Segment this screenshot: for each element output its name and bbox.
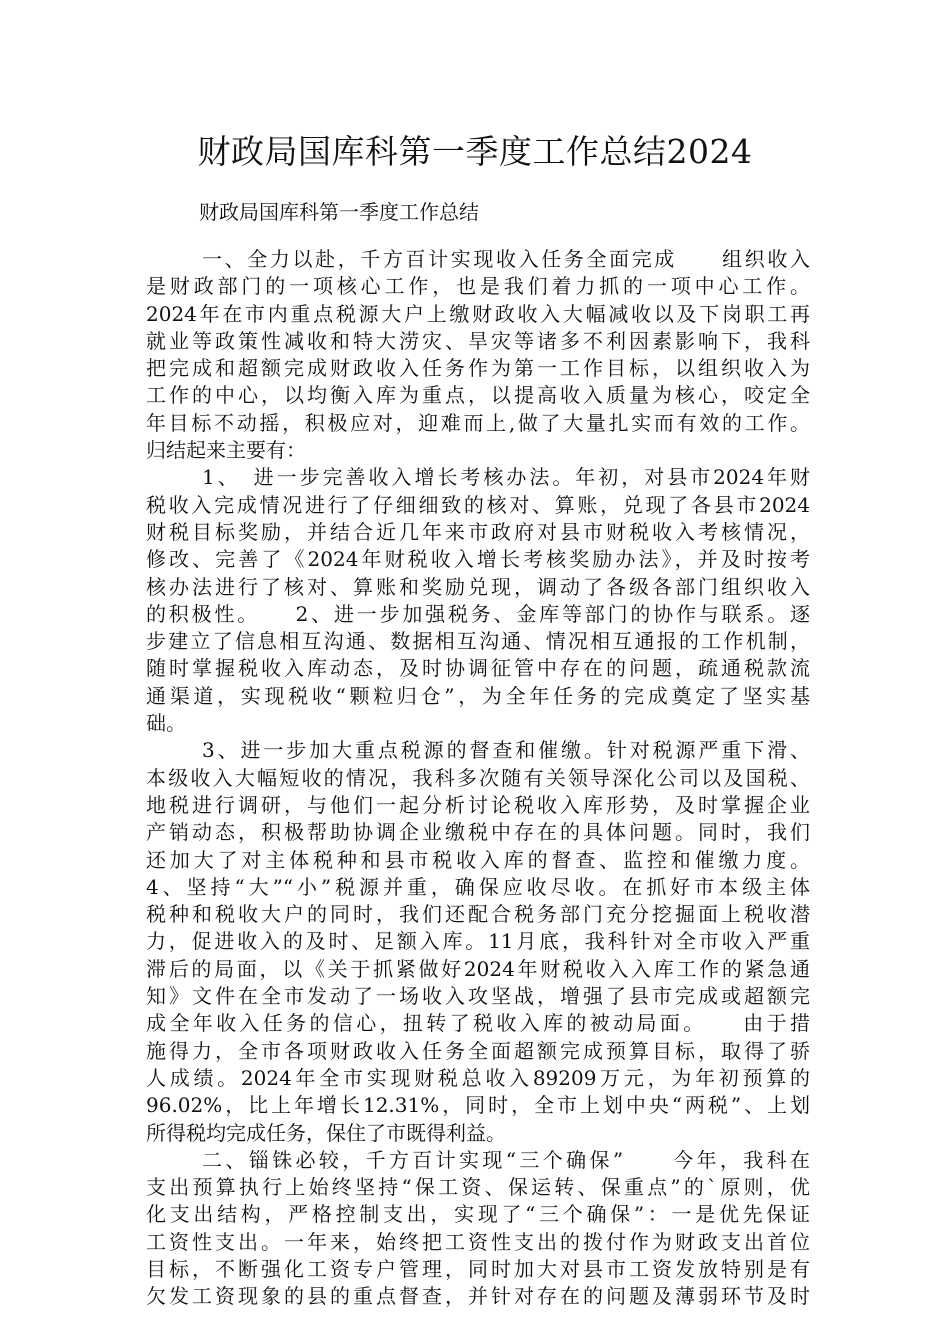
body-text-line: 目标，不断强化工资专户管理，同时加大对县市工资发放特别是有 — [146, 1256, 810, 1281]
body-text-line: 工资性支出。一年来，始终把工资性支出的拨付作为财政支出首位 — [146, 1229, 810, 1254]
body-text-line: 3、进一步加大重点税源的督查和催缴。针对税源严重下滑、 — [202, 738, 810, 763]
body-text-line: 96.02%，比上年增长12.31%，同时，全市上划中央“两税”、上划 — [146, 1093, 810, 1118]
body-text-line: 力，促进收入的及时、足额入库。11月底，我科针对全市收入严重 — [146, 929, 810, 954]
body-text-line: 知》文件在全市发动了一场收入攻坚战，增强了县市完成或超额完 — [146, 984, 810, 1009]
body-text-line: 成全年收入任务的信心，扭转了税收入库的被动局面。 由于措 — [146, 1011, 810, 1036]
body-text-line: 地税进行调研，与他们一起分析讨论税收入库形势，及时掌握企业 — [146, 792, 810, 817]
body-text-line: 随时掌握税收入库动态，及时协调征管中存在的问题，疏通税款流 — [146, 656, 810, 681]
body-text-line: 步建立了信息相互沟通、数据相互沟通、情况相互通报的工作机制， — [146, 629, 810, 654]
body-text-line: 通渠道，实现税收“颗粒归仓”，为全年任务的完成奠定了坚实基 — [146, 683, 810, 708]
body-text-line: 产销动态，积极帮助协调企业缴税中存在的具体问题。同时，我们 — [146, 820, 810, 845]
body-text-line: 所得税均完成任务，保住了市既得利益。 — [146, 1120, 506, 1145]
body-text-line: 财税目标奖励，并结合近几年来市政府对县市财税收入考核情况， — [146, 519, 810, 544]
body-text-line: 础。 — [146, 711, 186, 736]
body-text-line: 滞后的局面，以《关于抓紧做好2024年财税收入入库工作的紧急通 — [146, 956, 810, 981]
body-text-line: 把完成和超额完成财政收入任务作为第一工作目标，以组织收入为 — [146, 356, 810, 381]
body-text-line: 归结起来主要有： — [146, 438, 306, 463]
body-text-line: 二、锱铢必较，千方百计实现“三个确保” 今年，我科在 — [202, 1147, 810, 1172]
body-text-line: 人成绩。2024年全市实现财税总收入89209万元，为年初预算的 — [146, 1065, 810, 1090]
body-text-line: 税种和税收大户的同时，我们还配合税务部门充分挖掘面上税收潜 — [146, 902, 810, 927]
body-text-line: 是财政部门的一项核心工作，也是我们着力抓的一项中心工作。 — [146, 274, 810, 299]
body-text-line: 支出预算执行上始终坚持“保工资、保运转、保重点”的`原则，优 — [146, 1175, 810, 1200]
document-subtitle: 财政局国库科第一季度工作总结 — [199, 200, 479, 224]
body-text-line: 4、坚持“大”“小”税源并重，确保应收尽收。在抓好市本级主体 — [146, 874, 810, 899]
body-text-line: 工作的中心，以均衡入库为重点，以提高收入质量为核心，咬定全 — [146, 383, 810, 408]
body-text-line: 化支出结构，严格控制支出，实现了“三个确保”：一是优先保证 — [146, 1202, 810, 1227]
body-text-line: 一、全力以赴，千方百计实现收入任务全面完成 组织收入 — [202, 247, 810, 271]
body-text-line: 2024年在市内重点税源大户上缴财政收入大幅减收以及下岗职工再 — [146, 301, 810, 326]
body-text-line: 还加大了对主体税种和县市税收入库的督查、监控和催缴力度。 — [146, 847, 810, 872]
document-body — [146, 246, 810, 1311]
body-text-line: 修改、完善了《2024年财税收入增长考核奖励办法》，并及时按考 — [146, 547, 810, 572]
body-text-line: 欠发工资现象的县的重点督查，并针对存在的问题及薄弱环节及时 — [146, 1284, 810, 1309]
body-text-line: 本级收入大幅短收的情况，我科多次随有关领导深化公司以及国税、 — [146, 765, 810, 790]
body-text-line: 1、 进一步完善收入增长考核办法。年初，对县市2024年财 — [202, 465, 810, 490]
document-title: 财政局国库科第一季度工作总结2024 — [197, 132, 753, 171]
body-text-line: 的积极性。 2、进一步加强税务、金库等部门的协作与联系。逐 — [146, 601, 810, 626]
body-text-line: 就业等政策性减收和特大涝灾、旱灾等诸多不利因素影响下，我科 — [146, 328, 810, 353]
body-text-line: 税收入完成情况进行了仔细细致的核对、算账，兑现了各县市2024 — [146, 492, 810, 517]
body-text-line: 核办法进行了核对、算账和奖励兑现，调动了各级各部门组织收入 — [146, 574, 810, 599]
body-text-line: 年目标不动摇，积极应对，迎难而上,做了大量扎实而有效的工作。 — [146, 410, 810, 435]
body-text-line: 施得力，全市各项财政收入任务全面超额完成预算目标，取得了骄 — [146, 1038, 810, 1063]
